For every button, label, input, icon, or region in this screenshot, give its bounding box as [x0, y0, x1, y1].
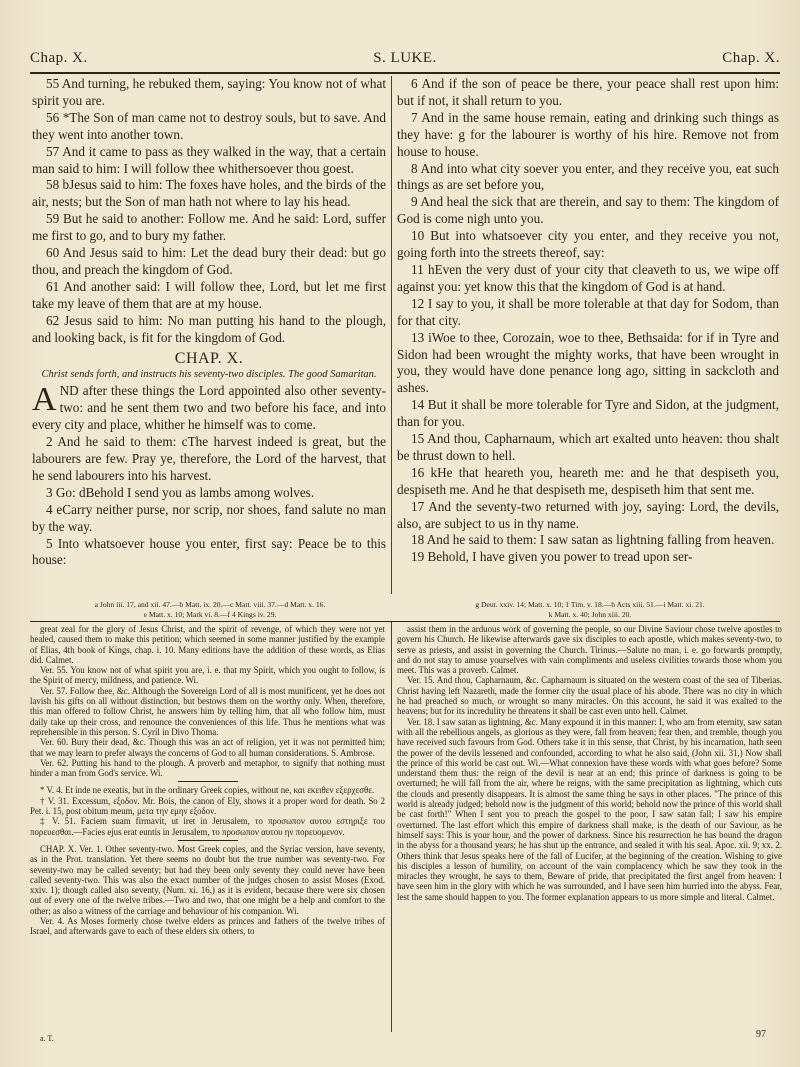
commentary-paragraph: Ver. 4. As Moses formerly chose twelve elders as princes and fathers of the twelve tribes of Israel, and afterwards gave to each of these elders six others, to	[30, 916, 385, 937]
verse: 57 And it came to pass as they walked in the way, that a certain man said to him: I will follow thee whithersoever thou goest.	[32, 143, 386, 176]
header-chapter-left: Chap. X.	[30, 50, 88, 66]
verse: 15 And thou, Capharnaum, which art exalted unto heaven: thou shalt be thrust down to hell.	[397, 431, 779, 463]
commentary-paragraph: CHAP. X. Ver. 1. Other seventy-two. Most Greek copies, and the Syriac version, have seventy, as in the Prot. translation. Yet there seems no doubt but the true number was seventy-two. For seventy-two may be called seventy; but had they been only seventy they could never have been called seventy-two. This was also the exact number of the judges chosen to assist Moses (Exod. xxiv. 1); though called also seventy, (Num. xi. 16,) as it is evident, because there were six chosen out of every one of the twelve tribes.—Two and two, that one might be a help and comfort to the other; as also a witness of the carriage and behaviour of his companion. Wi.	[30, 843, 385, 916]
commentary-paragraph: assist them in the arduous work of governing the people, so our Divine Saviour chose twelve apostles to govern his Church. He likewise afterwards gave six disciples to each apostle, which makes seventy-two, to serve as priests, and assist in governing the Church. Tirinus.—Salute no man, i. e. go forwards promptly, and do not stay to amuse yourselves with vain compliments and useless civilities towards those whom you meet. This was a proverb. Calmet.	[397, 624, 782, 676]
first-verse	[32, 383, 386, 434]
header-rule	[30, 72, 780, 74]
commentary-paragraph: Ver. 62. Putting his hand to the plough. A proverb and metaphor, to signify that nothing must hinder a man from God's service. Wi.	[30, 757, 385, 779]
verse: 18 And he said to them: I saw satan as lightning falling from heaven.	[411, 532, 775, 548]
first-verse-text: ND after these things the Lord appointed also other seventy-two: and he sent them two and two before his face, and into every city and place, whither he himself was to come.	[32, 383, 386, 433]
verse: 5 Into whatsoever house you enter, first say: Peace be to this house:	[32, 535, 386, 568]
commentary-paragraph: Ver. 15. And thou, Capharnaum, &c. Capharnaum is situated on the western coast of the sea of Tiberias. Christ having left Nazareth, made the former city the usual place of his abode. There was no city in which he had preached so much, or wrought so many miracles. On this account, he said it was exalted to the heavens; but for its incredulity he threatens it shall be cast even unto hell. Calmet.	[397, 675, 782, 717]
verse: 3 Go: dBehold I send you as lambs among wolves.	[46, 484, 315, 500]
greek-note: ‡ V. 51. Faciem suam firmavit, ut iret in Jerusalem, το προσωπον αυτου εστηριξε του πορευεσθαι.—Facies ejus erat euntis in Jerusalem, το προσωπον αυτου ην πορευομενον.	[30, 816, 385, 837]
commentary-column-left	[30, 624, 385, 1044]
verse: 14 But it shall be more tolerable for Tyre and Sidon, at the judgment, than for you.	[397, 397, 779, 430]
commentary-paragraph: great zeal for the glory of Jesus Christ, and the spirit of revenge, of which they were not yet healed, caused them to make this petition; which seemed in some manner justified by the example of Elias, 4th book of Kings, chap. i. 10. Many editions have the addition of these words, as Elias did. Calmet.	[30, 624, 385, 665]
reference-line: a John iii. 17, and xii. 47.—b Matt. ix. 20.—c Matt. viii. 37.—d Matt. x. 16.	[94, 600, 326, 609]
chapter-summary: Christ sends forth, and instructs his seventy-two disciples. The good Samaritan.	[41, 369, 377, 381]
section-rule	[178, 840, 238, 841]
verse: 17 And the seventy-two returned with joy, saying: Lord, the devils, also, are subject to us in thy name.	[397, 498, 779, 531]
verse: 62 Jesus said to him: No man putting his hand to the plough, and looking back, is fit for the kingdom of God.	[32, 312, 386, 345]
running-header	[30, 50, 780, 72]
reference-line: k Matt. x. 40; John xiii. 20.	[548, 610, 632, 619]
verse: 8 And into what city soever you enter, and they receive you, eat such things as are set before you,	[397, 160, 779, 193]
header-book-title: S. LUKE.	[373, 50, 437, 66]
verse: 16 kHe that heareth you, heareth me: and he that despiseth you, despiseth me. And he that despiseth me, despiseth him that sent me.	[397, 464, 779, 497]
section-rule	[178, 781, 238, 782]
verse: 58 bJesus said to him: The foxes have holes, and the birds of the air, nests; but the Son of man hath not where to lay his head.	[32, 177, 386, 210]
verse: 9 And heal the sick that are therein, and say to them: The kingdom of God is come nigh unto you.	[397, 194, 779, 227]
greek-note: * V. 4. Et inde ne exeatis, but in the ordinary Greek copies, without ne, και εκειθεν εξερχεσθε.	[40, 785, 375, 796]
verse: 2 And he said to them: cThe harvest indeed is great, but the labourers are few. Pray ye, therefore, the Lord of the harvest, that he send labourers into his harvest.	[32, 434, 386, 483]
commentary-paragraph: Ver. 55. You know not of what spirit you are, i. e. that my Spirit, which you ought to follow, is the Spirit of mercy, mildness, and patience. Wi.	[30, 665, 385, 686]
signature-mark: a. T.	[40, 1034, 54, 1043]
verse: 7 And in the same house remain, eating and drinking such things as they have: g for the labourer is worthy of his hire. Remove not from house to house.	[397, 109, 779, 159]
verse: 55 And turning, he rebuked them, saying: You know not of what spirit you are.	[32, 76, 386, 108]
scripture-column-right	[397, 76, 779, 594]
cross-references-right	[410, 600, 770, 620]
verse: 56 *The Son of man came not to destroy souls, but to save. And they went into another town.	[32, 109, 386, 142]
verse: 10 But into whatsoever city you enter, and they receive you not, going forth into the streets thereof, say:	[397, 228, 779, 261]
verse: 60 And Jesus said to him: Let the dead bury their dead: but go thou, and preach the kingdom of God.	[32, 245, 386, 277]
verse: 4 eCarry neither purse, nor scrip, nor shoes, fand salute no man by the way.	[32, 501, 386, 534]
header-chapter-right: Chap. X.	[722, 50, 780, 66]
commentary-paragraph: Ver. 57. Follow thee, &c. Although the Sovereign Lord of all is most munificent, yet he does not lavish his gifts on all without distinction, but bestows them on the worthy only. When, therefore, this man offered to follow Christ, he answers him by telling him, that all who follow him, must daily take up their cross, and renounce the conveniences of this life. Thus he mentions what was reprehensible in this person. S. Cyril in Divo Thoma.	[30, 685, 385, 737]
verse: 12 I say to you, it shall be more tolerable at that day for Sodom, than for that city.	[397, 295, 779, 328]
commentary-paragraph: Ver. 18. I saw satan as lightning, &c. Many expound it in this manner: I, who am from eternity, saw satan with all the rebellious angels, as glorious as they were, fall from heaven; fear then, and tremble, though you have received such favours from God. Others take it in this sense, that Christ, by his incarnation, hath seen the power of the devils lessened and confounded, according to what he also said, (John xii. 31,) Now shall the prince of this world be cast out. Wi.—What connexion have these words with what goes before? Some understand them thus: the reign of the devil is near at an end; this prince of darkness is going to be overturned; he will fall from the air, where he reigns, with the same precipitation as lightning, which cuts the clouds and presently disappears. It is almost the same thing he says in other places. "The prince of this world is already judged; behold now is the judgment of this world; behold now the prince of this world shall be cast forth!" When I sent you to preach the gospel to the poor, I saw satan fall; I saw his empire overturned. The last effort which this empire of darkness shall make, is the death of our Saviour, as he himself says: This is your hour, and the power of darkness. Since his resurrection he has bound the dragon in the abyss for a thousand years; he has shut up the entrance, and sealed it with his seal. Apoc. xii. 9; xx. 2. Others think that Jesus speaks here of the fall of Lucifer, at the beginning of the creation. Wishing to give his disciples a lesson of humility, on account of the vain complacency which he saw they took in the miracles they wrought, he says to them, Beware of pride, that precipitated the first angel from heaven: I have seen him in the glory with which he was surrounded, and I have seen him hurried into the abyss. Fear, lest the same should happen to you. The former explanation appears to us more simple and literal. Calmet.	[397, 716, 782, 902]
verse: 13 iWoe to thee, Corozain, woe to thee, Bethsaida: for if in Tyre and Sidon had been wrought the mighty works, that have been wrought in you, they would have done penance long ago, sitting in sackcloth and ashes.	[397, 329, 779, 396]
greek-note: † V. 31. Excessum, εξοδον. Mr. Bois, the canon of Ely, shows it a proper word for death. So 2 Pet. i. 15, post obitum meum, μετα την εμην εξοδον.	[30, 795, 385, 817]
verse: 59 But he said to another: Follow me. And he said: Lord, suffer me first to go, and to bury my father.	[32, 211, 386, 244]
commentary-column-right	[397, 624, 782, 1044]
column-divider	[391, 76, 392, 594]
scripture-column-left	[32, 76, 386, 594]
commentary-column-divider	[391, 622, 392, 1032]
page-number: 97	[756, 1029, 766, 1040]
drop-cap: A	[32, 381, 57, 419]
verse: 6 And if the son of peace be there, your peace shall rest upon him: but if not, it shall return to you.	[397, 76, 779, 108]
verse: 11 hEven the very dust of your city that cleaveth to us, we wipe off against you: yet know this that the kingdom of God is at hand.	[397, 261, 779, 294]
reference-line: g Deut. xxiv. 14; Matt. x. 10; 1 Tim. v. 18.—h Acts xiii. 51.—i Matt. xi. 21.	[475, 600, 705, 609]
verse: 19 Behold, I have given you power to tread upon ser-	[411, 549, 693, 565]
verse: 61 And another said: I will follow thee, Lord, but let me first take my leave of them that are at my house.	[32, 278, 386, 311]
chapter-heading: CHAP. X.	[174, 349, 244, 367]
cross-references-left	[40, 600, 380, 620]
commentary-rule	[30, 621, 780, 622]
reference-line: e Matt. x. 10; Mark vi. 8.—f 4 Kings iv. 29.	[143, 610, 277, 619]
commentary-paragraph: Ver. 60. Bury their dead, &c. Though this was an act of religion, yet it was not permitted him; that we may learn to prefer always the concerns of God to all human considerations. S. Ambrose.	[30, 737, 385, 758]
